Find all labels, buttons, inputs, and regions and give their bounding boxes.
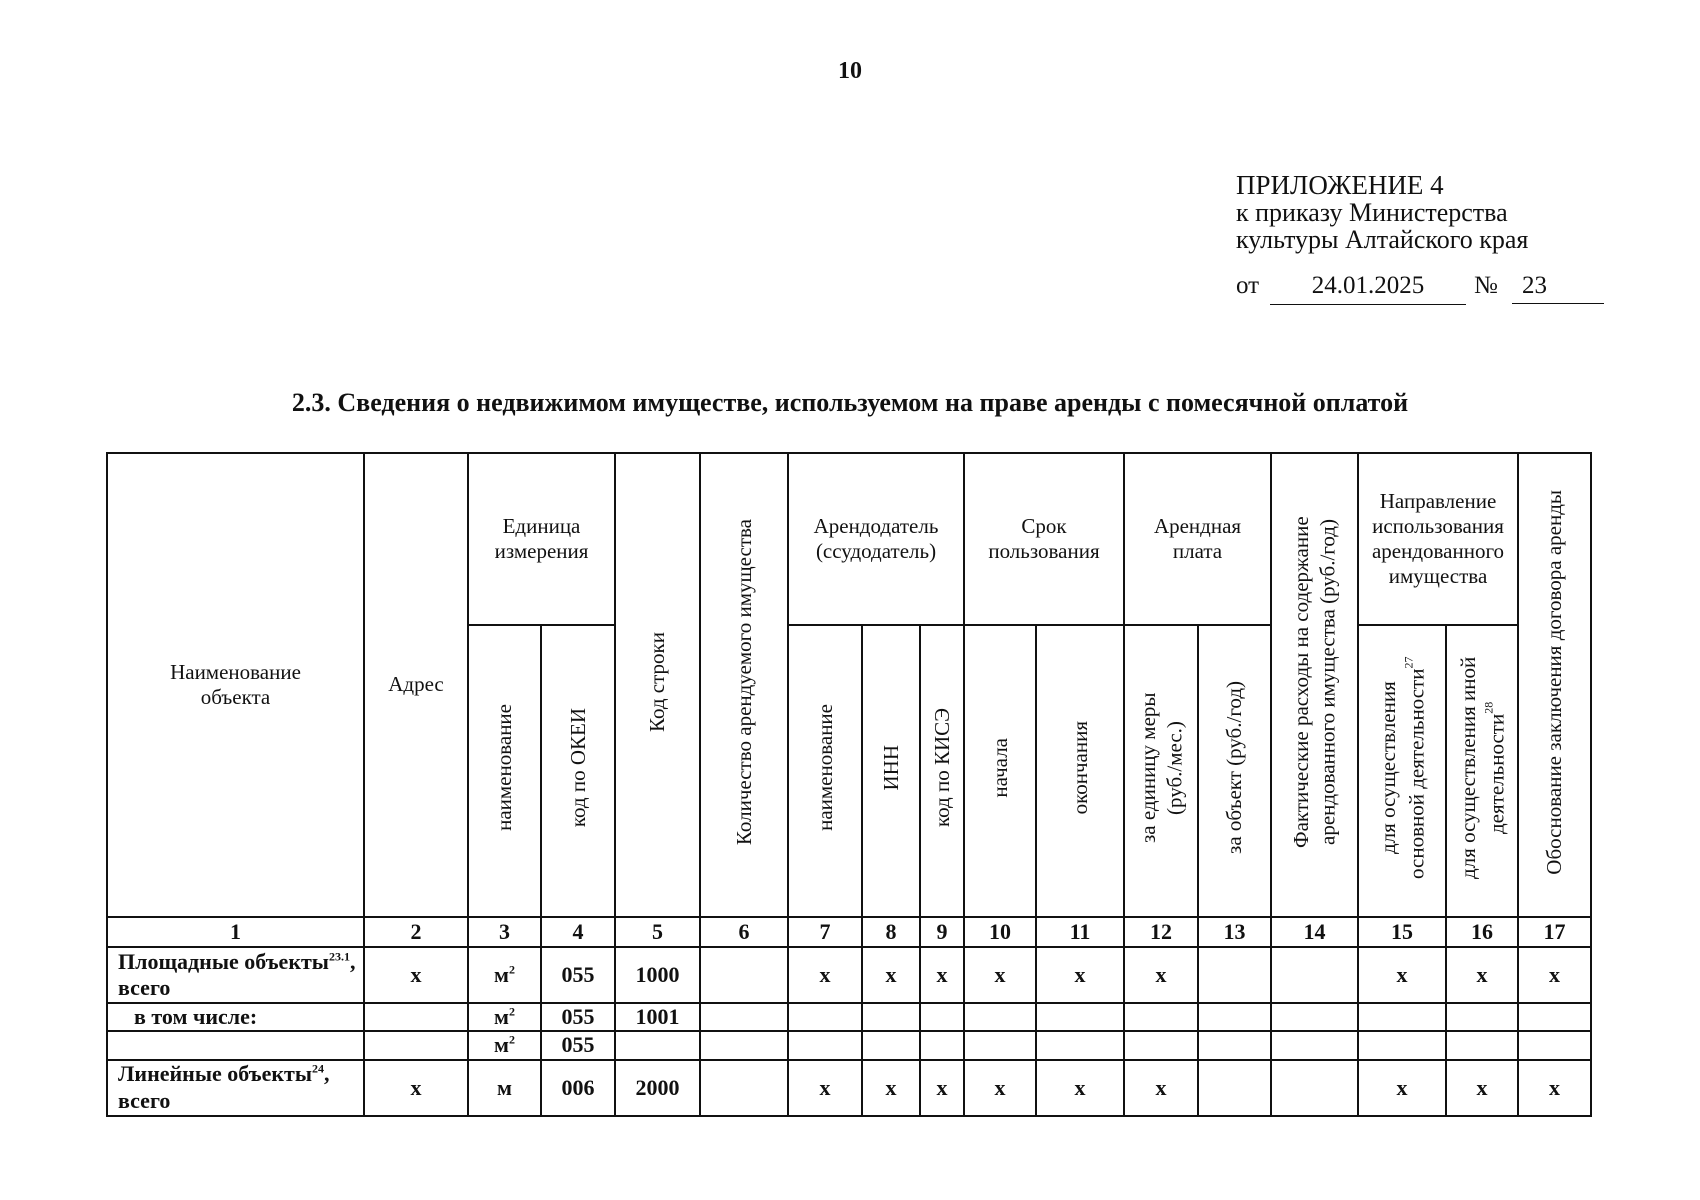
column-number: 11 bbox=[1036, 917, 1124, 947]
cell-line-code bbox=[615, 1031, 700, 1059]
cell-term-end bbox=[1036, 1003, 1124, 1031]
header-actual-costs-text: Фактические расходы на содержание арендованного имущества (руб./год) bbox=[1289, 516, 1340, 848]
column-number: 1 bbox=[107, 917, 364, 947]
header-direction-other bbox=[1446, 625, 1518, 917]
order-date: 24.01.2025 bbox=[1270, 272, 1466, 305]
header-direction-main bbox=[1358, 625, 1446, 917]
header-rent-unit bbox=[1124, 625, 1198, 917]
cell-lessor-kise bbox=[920, 1031, 964, 1059]
cell-actual-costs bbox=[1271, 1060, 1358, 1116]
cell-okei: 055 bbox=[541, 1003, 615, 1031]
cell-unit: м bbox=[468, 1060, 541, 1116]
header-direction-other-label: для осуществления иной деятельности bbox=[1455, 656, 1509, 880]
cell-direction-other: х bbox=[1446, 947, 1518, 1003]
header-actual-costs bbox=[1271, 453, 1358, 917]
cell-lessor-name bbox=[788, 1031, 862, 1059]
column-number: 16 bbox=[1446, 917, 1518, 947]
column-number: 3 bbox=[468, 917, 541, 947]
cell-rent-object bbox=[1198, 947, 1271, 1003]
header-lessor-name bbox=[788, 625, 862, 917]
header-unit-name bbox=[468, 625, 541, 917]
column-number: 13 bbox=[1198, 917, 1271, 947]
cell-line-code: 2000 bbox=[615, 1060, 700, 1116]
cell-direction-main bbox=[1358, 1031, 1446, 1059]
cell-okei: 055 bbox=[541, 947, 615, 1003]
appendix-line-2: к приказу Министерства bbox=[1236, 198, 1508, 227]
cell-address bbox=[364, 1003, 468, 1031]
header-direction-main-text bbox=[1375, 643, 1430, 893]
column-number: 8 bbox=[862, 917, 920, 947]
column-number: 9 bbox=[920, 917, 964, 947]
header-unit-okei-text: код по ОКЕИ bbox=[565, 708, 590, 828]
table-row bbox=[107, 1060, 1591, 1116]
cell-direction-main: х bbox=[1358, 1060, 1446, 1116]
cell-quantity bbox=[700, 947, 788, 1003]
cell-unit: $м^2$ bbox=[468, 1003, 541, 1031]
order-number: 23 bbox=[1512, 272, 1604, 304]
section-title: 2.3. Сведения о недвижимом имуществе, используемом на праве аренды с помесячной оплатой bbox=[291, 388, 1409, 417]
header-unit-group: Единица измерения bbox=[468, 453, 615, 625]
cell-address: х bbox=[364, 947, 468, 1003]
header-justification bbox=[1518, 453, 1591, 917]
cell-justification bbox=[1518, 1003, 1591, 1031]
header-justification-text: Обоснование заключения договора аренды bbox=[1542, 489, 1567, 875]
column-number: 12 bbox=[1124, 917, 1198, 947]
cell-line-code: 1000 bbox=[615, 947, 700, 1003]
header-line-code bbox=[615, 453, 700, 917]
cell-actual-costs bbox=[1271, 1031, 1358, 1059]
header-term-end bbox=[1036, 625, 1124, 917]
column-number: 10 bbox=[964, 917, 1036, 947]
header-lessor-group: Арендодатель (ссудодатель) bbox=[788, 453, 964, 625]
header-term-end-text: окончания bbox=[1067, 721, 1092, 815]
cell-rent-object bbox=[1198, 1003, 1271, 1031]
appendix-line-3: культуры Алтайского края bbox=[1236, 225, 1529, 254]
cell-okei: 055 bbox=[541, 1031, 615, 1059]
cell-direction-other: х bbox=[1446, 1060, 1518, 1116]
column-number: 14 bbox=[1271, 917, 1358, 947]
cell-address: х bbox=[364, 1060, 468, 1116]
column-number: 15 bbox=[1358, 917, 1446, 947]
cell-lessor-inn bbox=[862, 1003, 920, 1031]
cell-quantity bbox=[700, 1003, 788, 1031]
cell-lessor-inn: х bbox=[862, 1060, 920, 1116]
footnote-28: 28 bbox=[1481, 701, 1496, 714]
header-direction-main-label: для осуществления основной деятельности bbox=[1375, 668, 1429, 880]
header-term-start bbox=[964, 625, 1036, 917]
cell-quantity bbox=[700, 1060, 788, 1116]
footnote-27: 27 bbox=[1401, 656, 1416, 669]
header-line-code-text: Код строки bbox=[645, 631, 670, 732]
table-row bbox=[107, 947, 1591, 1003]
cell-lessor-name: х bbox=[788, 947, 862, 1003]
cell-direction-other bbox=[1446, 1031, 1518, 1059]
date-prefix: от bbox=[1236, 272, 1260, 299]
cell-term-start: х bbox=[964, 947, 1036, 1003]
column-number: 17 bbox=[1518, 917, 1591, 947]
cell-lessor-kise bbox=[920, 1003, 964, 1031]
cell-justification: х bbox=[1518, 947, 1591, 1003]
header-lessor-kise bbox=[920, 625, 964, 917]
cell-address bbox=[364, 1031, 468, 1059]
page-number: 10 bbox=[838, 58, 862, 84]
header-rent-object-text: за объект (руб./год) bbox=[1222, 681, 1247, 855]
cell-term-end: х bbox=[1036, 1060, 1124, 1116]
header-rent-group: Арендная плата bbox=[1124, 453, 1271, 625]
column-number: 5 bbox=[615, 917, 700, 947]
cell-term-start: х bbox=[964, 1060, 1036, 1116]
cell-lessor-name: х bbox=[788, 1060, 862, 1116]
row-name bbox=[107, 1031, 364, 1059]
cell-justification: х bbox=[1518, 1060, 1591, 1116]
header-lessor-kise-text: код по КИСЭ bbox=[929, 708, 954, 828]
cell-term-start bbox=[964, 1003, 1036, 1031]
column-number: 6 bbox=[700, 917, 788, 947]
column-number: 7 bbox=[788, 917, 862, 947]
row-name: Линейные объекты$^{24}$, всего bbox=[107, 1060, 364, 1116]
header-rent-unit-text: за единицу меры (руб./мес.) bbox=[1135, 692, 1186, 844]
cell-lessor-kise: х bbox=[920, 947, 964, 1003]
header-address: Адрес bbox=[364, 453, 468, 917]
cell-rent-unit bbox=[1124, 1003, 1198, 1031]
header-rent-object bbox=[1198, 625, 1271, 917]
cell-rent-object bbox=[1198, 1060, 1271, 1116]
cell-actual-costs bbox=[1271, 947, 1358, 1003]
header-quantity-text: Количество арендуемого имущества bbox=[731, 518, 756, 845]
cell-okei: 006 bbox=[541, 1060, 615, 1116]
cell-rent-unit: х bbox=[1124, 947, 1198, 1003]
column-number: 2 bbox=[364, 917, 468, 947]
cell-term-start bbox=[964, 1031, 1036, 1059]
table-header-row-1 bbox=[107, 453, 1591, 625]
column-numbers-row bbox=[107, 917, 1591, 947]
cell-term-end: х bbox=[1036, 947, 1124, 1003]
cell-lessor-kise: х bbox=[920, 1060, 964, 1116]
header-direction-other-text bbox=[1455, 643, 1510, 893]
header-lessor-inn-text: ИНН bbox=[878, 745, 903, 791]
cell-justification bbox=[1518, 1031, 1591, 1059]
header-name: Наименование объекта bbox=[107, 453, 364, 917]
header-quantity bbox=[700, 453, 788, 917]
cell-actual-costs bbox=[1271, 1003, 1358, 1031]
number-prefix: № bbox=[1474, 272, 1498, 299]
cell-unit: $м^2$ bbox=[468, 947, 541, 1003]
cell-quantity bbox=[700, 1031, 788, 1059]
cell-rent-unit: х bbox=[1124, 1060, 1198, 1116]
header-term-group: Срок пользования bbox=[964, 453, 1124, 625]
cell-line-code: 1001 bbox=[615, 1003, 700, 1031]
row-name: в том числе: bbox=[107, 1003, 364, 1031]
table-row bbox=[107, 1003, 1591, 1031]
appendix-title: ПРИЛОЖЕНИЕ 4 bbox=[1236, 170, 1444, 200]
cell-lessor-inn: х bbox=[862, 947, 920, 1003]
table-row bbox=[107, 1031, 1591, 1059]
header-unit-okei bbox=[541, 625, 615, 917]
row-name: Площадные объекты$^{23.1}$, всего bbox=[107, 947, 364, 1003]
column-number: 4 bbox=[541, 917, 615, 947]
cell-direction-main bbox=[1358, 1003, 1446, 1031]
header-unit-name-text: наименование bbox=[492, 704, 517, 832]
cell-lessor-name bbox=[788, 1003, 862, 1031]
header-direction-group: Направление использования арендованного имущества bbox=[1358, 453, 1518, 625]
rented-property-table bbox=[106, 452, 1592, 1117]
header-term-start-text: начала bbox=[987, 738, 1012, 798]
header-lessor-name-text: наименование bbox=[812, 704, 837, 832]
cell-rent-unit bbox=[1124, 1031, 1198, 1059]
header-lessor-inn bbox=[862, 625, 920, 917]
cell-direction-main: х bbox=[1358, 947, 1446, 1003]
cell-unit: $м^2$ bbox=[468, 1031, 541, 1059]
cell-direction-other bbox=[1446, 1003, 1518, 1031]
cell-term-end bbox=[1036, 1031, 1124, 1059]
cell-rent-object bbox=[1198, 1031, 1271, 1059]
appendix-header bbox=[1236, 172, 1528, 253]
cell-lessor-inn bbox=[862, 1031, 920, 1059]
